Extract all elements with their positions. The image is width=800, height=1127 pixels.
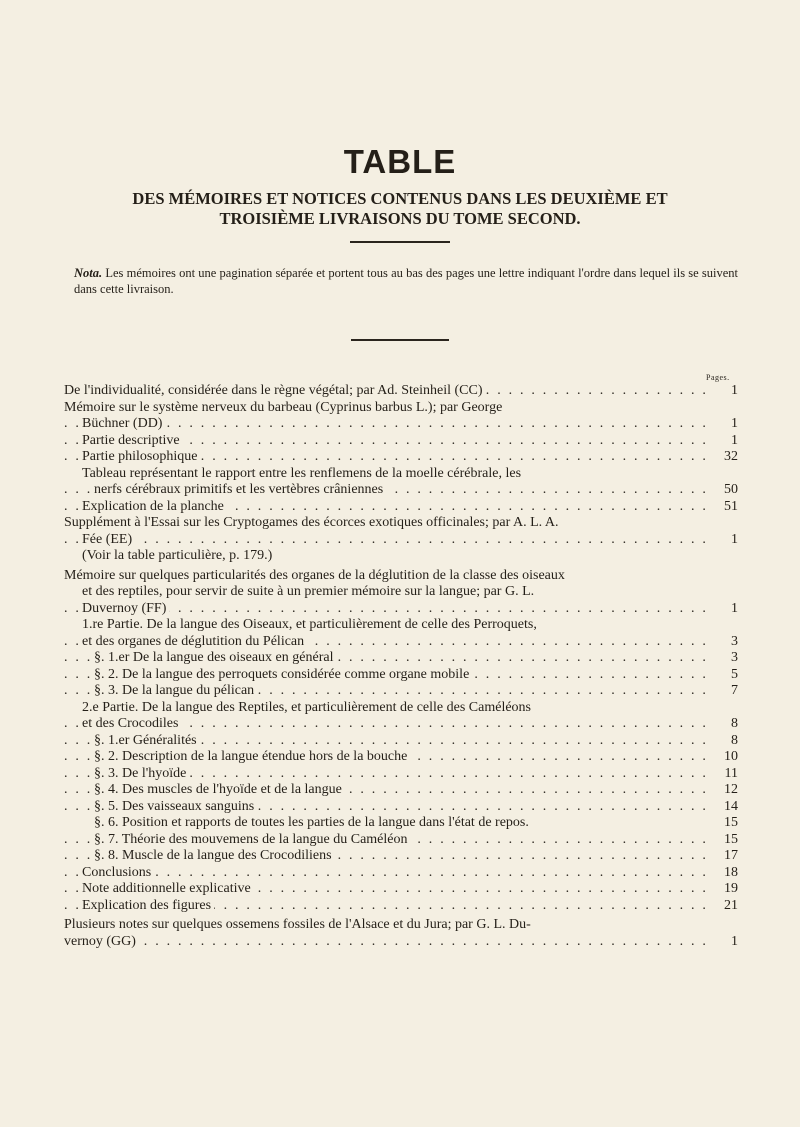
toc-entry-page: 7 (712, 683, 738, 700)
toc-entry (64, 815, 738, 832)
toc-entry (64, 832, 738, 849)
toc-entry (64, 799, 738, 816)
page-title: TABLE (343, 143, 457, 180)
toc-entry-text: §. 4. Des muscles de l'hyoïde et de la langue (94, 782, 345, 797)
toc-entry-page: 14 (712, 799, 738, 816)
toc-entry-text: §. 5. Des vaisseaux sanguins (94, 799, 257, 814)
toc-entry-text: Partie philosophique (82, 449, 201, 464)
subtitle-line-2: TROISIÈME LIVRAISONS DU TOME SECOND. (219, 209, 581, 228)
toc-entry-page: 21 (712, 898, 738, 915)
toc-entry-page: 11 (712, 766, 738, 783)
toc-entry-text: §. 2. De la langue des perroquets considérée comme organe mobile (94, 667, 472, 682)
toc-entry (64, 433, 738, 450)
nota-label: Nota. (74, 266, 103, 280)
toc-entry (64, 383, 738, 400)
toc-entry (64, 515, 738, 532)
page-subtitle (60, 189, 740, 229)
toc-entry-text: Büchner (DD) (82, 416, 165, 431)
toc-entry (64, 568, 738, 585)
toc-entry-page: 8 (712, 716, 738, 733)
toc-entry (64, 848, 738, 865)
toc-entry (64, 733, 738, 750)
toc-entry-page: 1 (712, 601, 738, 618)
toc-entry (64, 548, 738, 565)
toc-entry-page: 15 (712, 815, 738, 832)
toc-entry-page: 50 (712, 482, 738, 499)
toc-entry (64, 601, 738, 618)
toc-entry-page: 3 (712, 634, 738, 651)
toc-entry (64, 400, 738, 417)
toc-entry-page: 32 (712, 449, 738, 466)
toc-entry-page: 1 (712, 934, 738, 951)
toc-entry (64, 881, 738, 898)
subtitle-line-1: DES MÉMOIRES ET NOTICES CONTENUS DANS LES DEUXIÈME ET (132, 189, 668, 208)
toc-entry-text: et des organes de déglutition du Pélican (82, 634, 307, 649)
toc-entry-page: 3 (712, 650, 738, 667)
toc-entry (64, 532, 738, 549)
toc-entry-text: Fée (EE) (82, 532, 135, 547)
toc-entry-text: Plusieurs notes sur quelques ossemens fossiles de l'Alsace et du Jura; par G. L. Du- (64, 917, 534, 932)
toc-entry-text: 1.re Partie. De la langue des Oiseaux, et particulièrement de celle des Perroquets, (82, 617, 540, 632)
toc-entry-text: vernoy (GG) (64, 934, 139, 949)
toc-entry (64, 749, 738, 766)
toc-entry-page: 51 (712, 499, 738, 516)
toc-entry-page: 15 (712, 832, 738, 849)
toc-entry (64, 617, 738, 634)
toc-entry (64, 934, 738, 951)
toc-entry-page: 17 (712, 848, 738, 865)
toc-entry-page: 8 (712, 733, 738, 750)
toc-entry (64, 716, 738, 733)
toc-entry (64, 466, 738, 483)
toc-entry-text: §. 6. Position et rapports de toutes les parties de la langue dans l'état de repos. (94, 815, 532, 830)
toc-entry-page: 10 (712, 749, 738, 766)
divider-rule-top (350, 241, 450, 243)
toc-entry-text: Supplément à l'Essai sur les Cryptogames des écorces exotiques officinales; par A. L. A. (64, 515, 561, 530)
toc-entry-text: §. 1.er Généralités (94, 733, 200, 748)
toc-entry (64, 650, 738, 667)
toc-entry-page: 12 (712, 782, 738, 799)
toc-entry-text: De l'individualité, considérée dans le règne végétal; par Ad. Steinheil (CC) (64, 383, 486, 398)
toc-entry-text: (Voir la table particulière, p. 179.) (82, 548, 275, 563)
toc-entry (64, 499, 738, 516)
toc-entry-text: Mémoire sur le système nerveux du barbeau (Cyprinus barbus L.); par George (64, 400, 505, 415)
toc-entry (64, 766, 738, 783)
nota-paragraph (74, 265, 738, 297)
toc-entry-text: et des Crocodiles (82, 716, 181, 731)
toc-entry-text: Explication des figures (82, 898, 214, 913)
toc-entry-text: §. 7. Théorie des mouvemens de la langue du Caméléon (94, 832, 411, 847)
toc-entry-text: et des reptiles, pour servir de suite à un premier mémoire sur la langue; par G. L. (82, 584, 537, 599)
toc-entry-text: Tableau représentant le rapport entre les renflemens de la moelle cérébrale, les (82, 466, 524, 481)
pages-column-label: Pages. (706, 373, 730, 382)
toc-entry-text: Explication de la planche (82, 499, 227, 514)
toc-entry-page: 1 (712, 416, 738, 433)
toc-entry (64, 865, 738, 882)
toc-entry-text: Conclusions (82, 865, 154, 880)
toc-entry (64, 667, 738, 684)
divider-rule-bottom (351, 339, 449, 341)
toc-entry-page: 5 (712, 667, 738, 684)
toc-entry-text: §. 3. De l'hyoïde (94, 766, 189, 781)
toc-entry-text: 2.e Partie. De la langue des Reptiles, et particulièrement de celle des Caméléons (82, 700, 534, 715)
toc-entry (64, 584, 738, 601)
toc-entry (64, 782, 738, 799)
toc-entry-text: Mémoire sur quelques particularités des organes de la déglutition de la classe des oiseaux (64, 568, 568, 583)
toc-entry-text: Partie descriptive (82, 433, 183, 448)
toc-entry-text: Duvernoy (FF) (82, 601, 169, 616)
toc-entry (64, 416, 738, 433)
toc-entry (64, 917, 738, 934)
toc-entry (64, 683, 738, 700)
toc-entry-text: nerfs cérébraux primitifs et les vertèbres crâniennes (94, 482, 386, 497)
toc-entry-page: 18 (712, 865, 738, 882)
toc-entry-text: §. 2. Description de la langue étendue hors de la bouche (94, 749, 410, 764)
toc-entry-page: 1 (712, 383, 738, 400)
toc-entry (64, 449, 738, 466)
toc-entry (64, 898, 738, 915)
nota-text: Les mémoires ont une pagination séparée et portent tous au bas des pages une lettre indiquant l'ordre dans lequel ils se suivent dans cette livraison. (74, 266, 738, 296)
toc-entry (64, 700, 738, 717)
toc-entry-text: §. 3. De la langue du pélican (94, 683, 257, 698)
toc-entry-text: §. 8. Muscle de la langue des Crocodiliens (94, 848, 335, 863)
toc-entry (64, 482, 738, 499)
table-of-contents (64, 383, 738, 950)
toc-entry-text: §. 1.er De la langue des oiseaux en général (94, 650, 336, 665)
toc-entry-page: 19 (712, 881, 738, 898)
toc-entry (64, 634, 738, 651)
toc-entry-page: 1 (712, 532, 738, 549)
toc-entry-text: Note additionnelle explicative (82, 881, 254, 896)
toc-entry-page: 1 (712, 433, 738, 450)
